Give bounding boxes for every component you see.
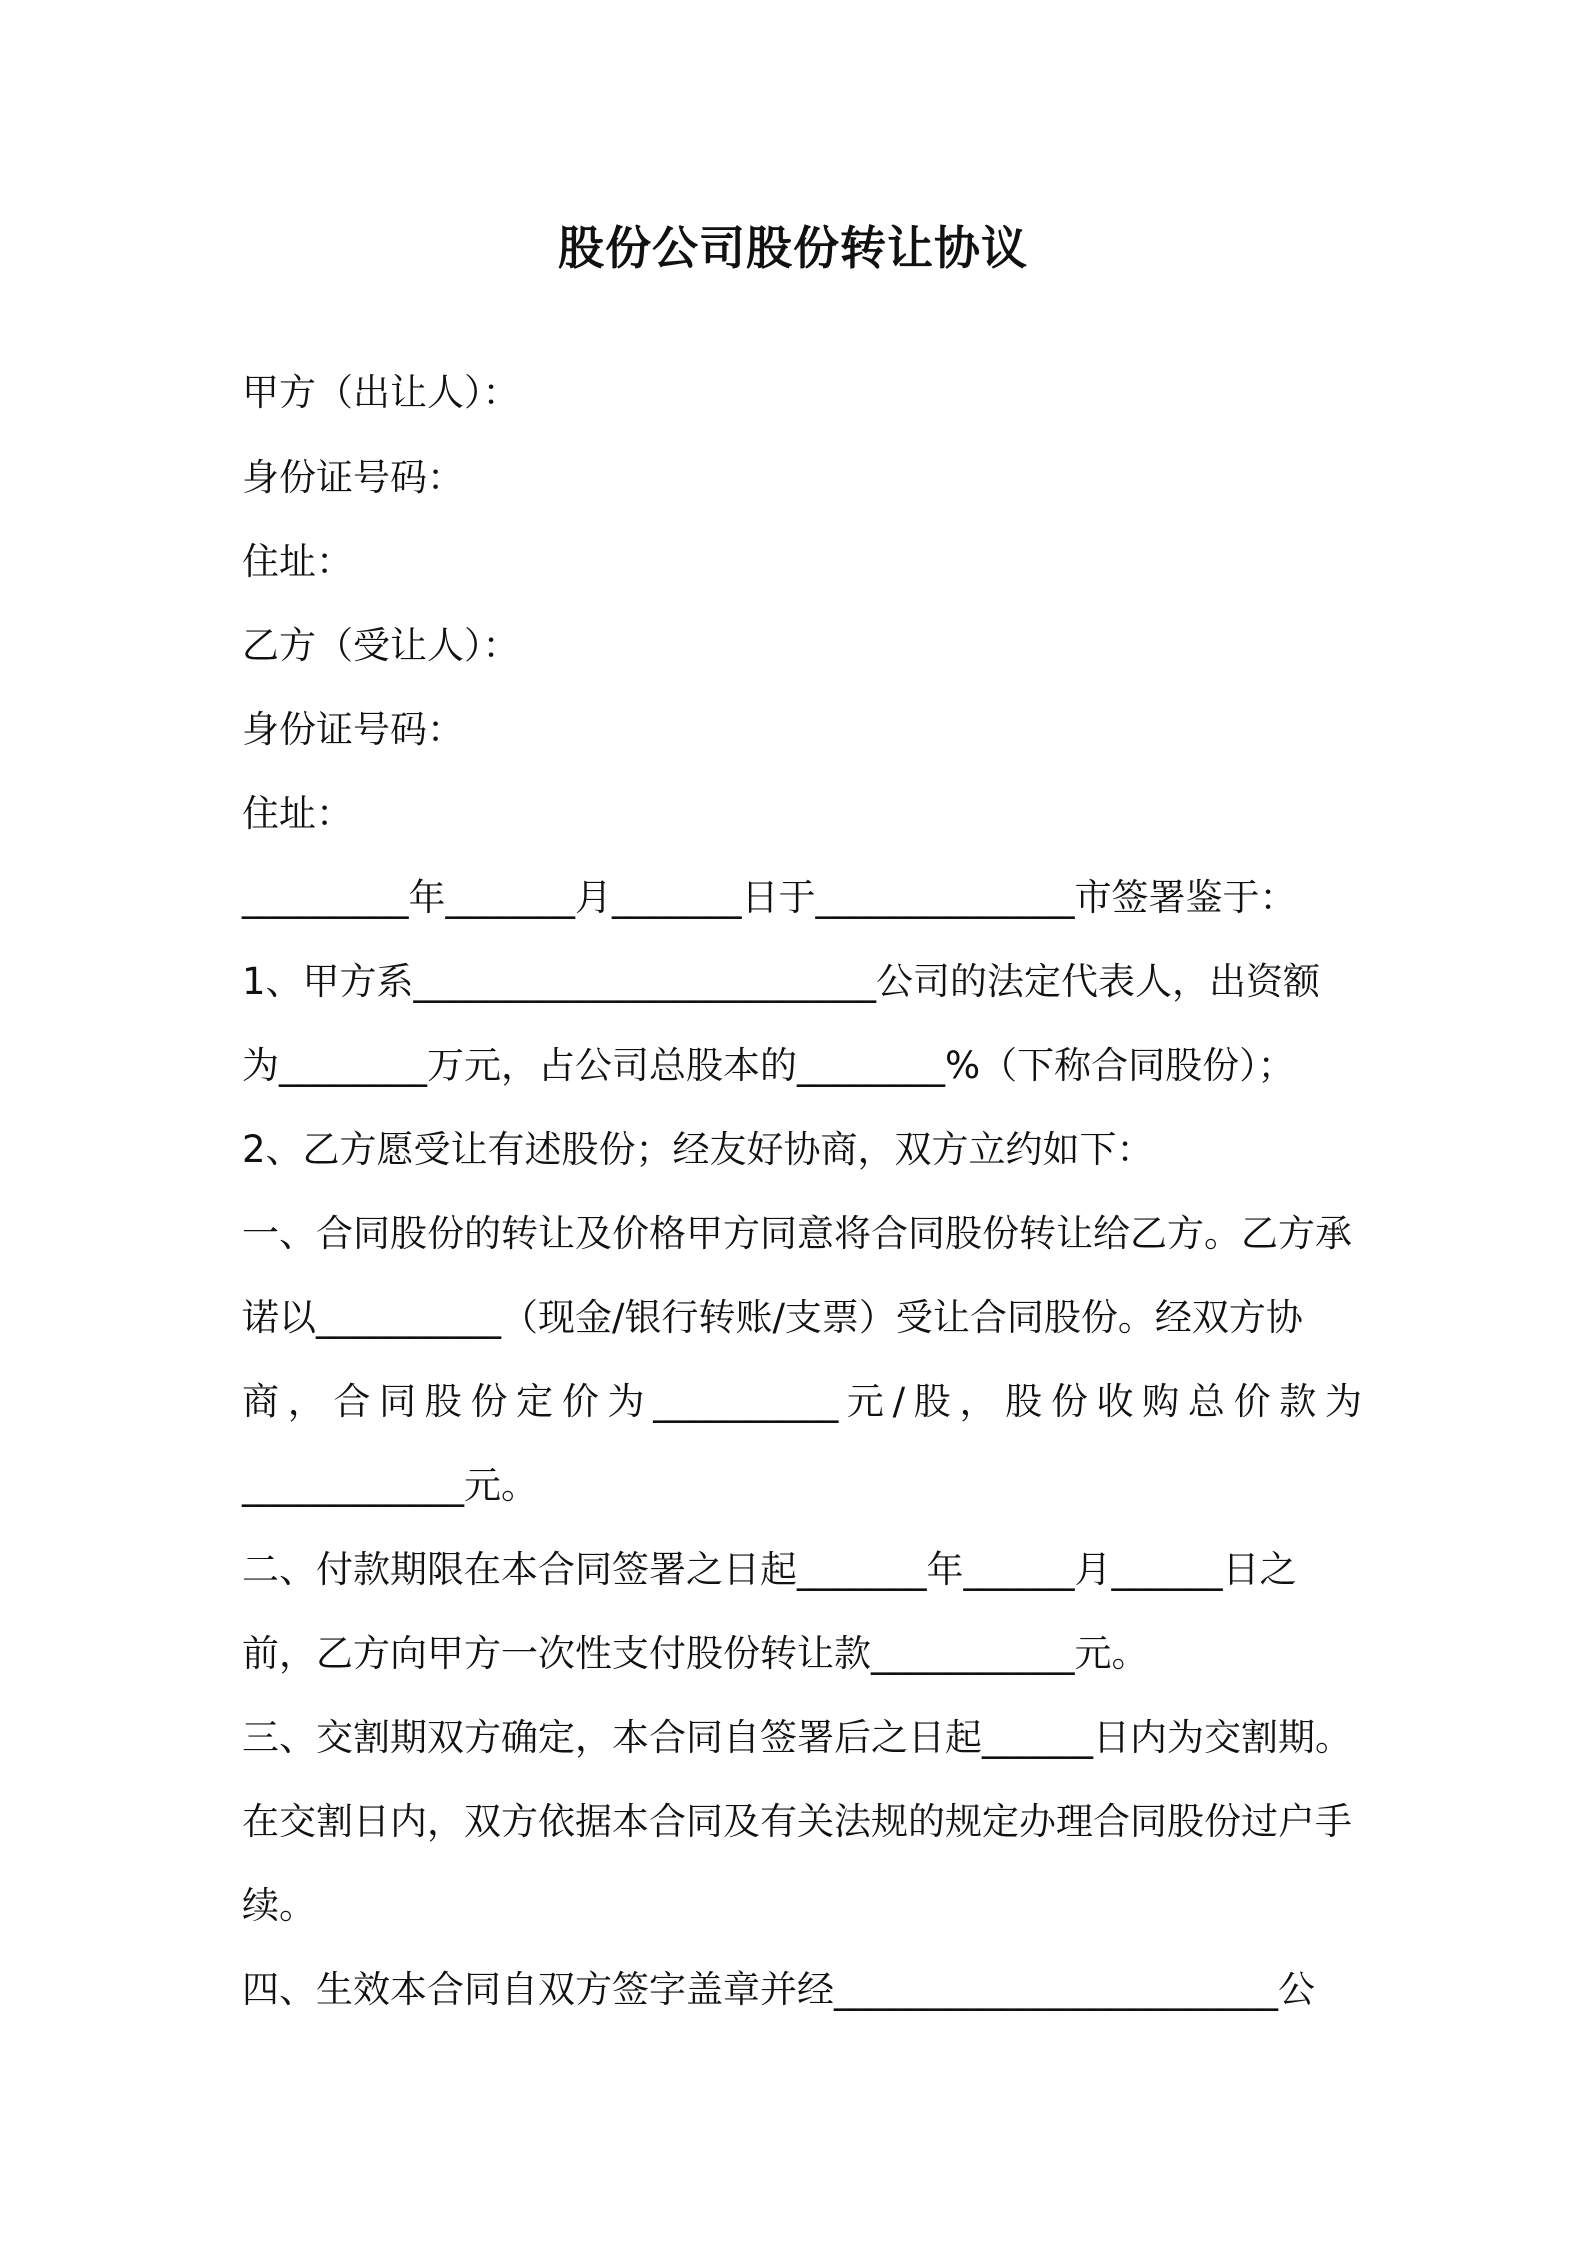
section-2-line-1: 二、付款期限在本合同签署之日起_______年______月______日之 (242, 1548, 1297, 1591)
party-a-id-label: 身份证号码： (242, 456, 464, 499)
clause-2-line: 2、乙方愿受让有述股份；经友好协商，双方立约如下： (242, 1128, 1154, 1171)
section-1-line-1: 一、合同股份的转让及价格甲方同意将合同股份转让给乙方。乙方承 (242, 1212, 1352, 1255)
party-b-id-label: 身份证号码： (242, 708, 464, 751)
party-b-label: 乙方（受让人）： (242, 624, 520, 667)
document-title: 股份公司股份转让协议 (558, 221, 1028, 275)
clause-1-line-2: 为________万元，占公司总股本的________%（下称合同股份）； (242, 1044, 1295, 1087)
section-2-line-2: 前，乙方向甲方一次性支付股份转让款___________元。 (242, 1632, 1149, 1675)
section-3-line-2: 在交割日内，双方依据本合同及有关法规的规定办理合同股份过户手 (242, 1800, 1352, 1843)
party-b-address-label: 住址： (242, 792, 353, 835)
section-1-line-4: ____________元。 (242, 1464, 538, 1507)
signing-date-line: _________年_______月_______日于______________市签署鉴于： (242, 876, 1297, 919)
party-a-label: 甲方（出让人）： (242, 371, 520, 414)
section-3-line-1: 三、交割期双方确定，本合同自签署后之日起______日内为交割期。 (242, 1716, 1352, 1759)
section-1-line-3: 商，合同股份定价为__________元/股，股份收购总价款为 (242, 1380, 1362, 1423)
clause-1-line-1: 1、甲方系_________________________公司的法定代表人，出资额 (242, 960, 1321, 1003)
section-1-line-2: 诺以__________（现金/银行转账/支票）受让合同股份。经双方协 (242, 1296, 1303, 1339)
section-3-line-3: 续。 (242, 1884, 316, 1927)
party-a-address-label: 住址： (242, 540, 353, 583)
section-4-line-1: 四、生效本合同自双方签字盖章并经________________________公 (242, 1968, 1315, 2011)
